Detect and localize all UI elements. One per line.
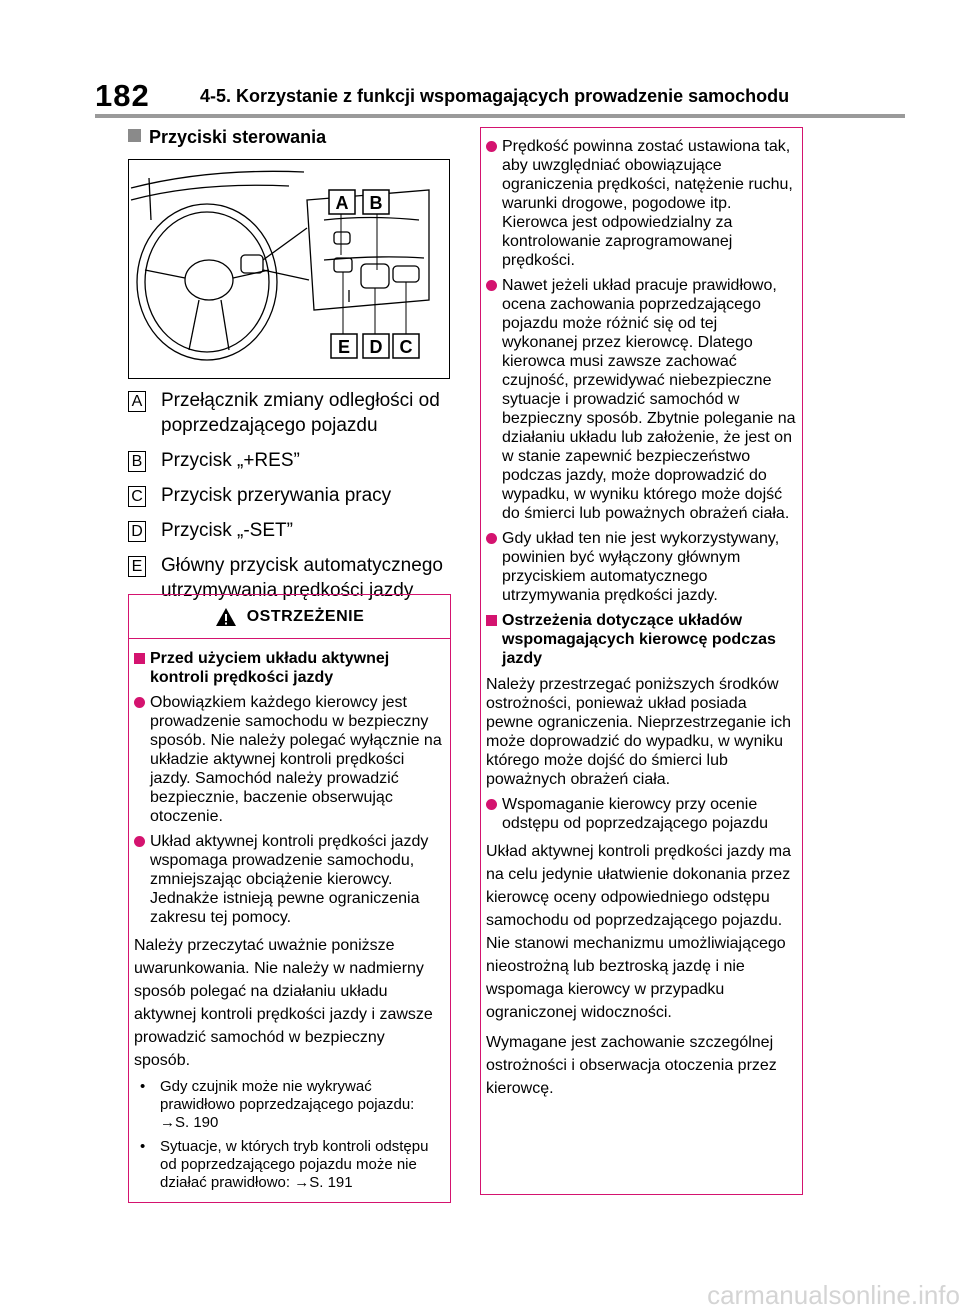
- legend-text: Przełącznik zmiany odległości od poprzedzającego pojazdu: [161, 390, 440, 436]
- legend-letter: B: [128, 451, 146, 472]
- site-watermark: carmanualsonline.info: [707, 1280, 960, 1310]
- continuation-bullet: [486, 795, 796, 833]
- continuation-heading: [486, 611, 796, 668]
- figure-label-a: A: [335, 193, 349, 213]
- warning-bullet: [134, 832, 445, 927]
- legend-text: Przycisk „-SET”: [161, 520, 293, 541]
- legend-letter: D: [128, 521, 146, 542]
- square-bullet-icon: [128, 129, 141, 142]
- continuation-bullet: [486, 276, 796, 523]
- continuation-bullet-text: Nawet jeżeli układ pracuje prawidłowo, ocena zachowania poprzedzającego pojazdu może różnić się od tej wykonanej przez kierowcę. Dlatego kierowca musi zawsze zachować czujność, przewidywać niebezpieczne sytuacje i prowadzić samochód w bezpieczny sposób. Zbytnie poleganie na działaniu układu lub założenie, że jest on w stanie zapewnić bezpieczeństwo podczas jazdy, może doprowadzić do wypadku, w wyniku którego może dojść do śmierci lub poważnych obrażeń ciała.: [502, 277, 796, 522]
- continuation-bullet-text: Wspomaganie kierowcy przy ocenie odstępu od poprzedzającego pojazdu: [502, 796, 768, 832]
- continuation-body: [481, 128, 802, 1100]
- dot-bullet-icon: [486, 799, 497, 810]
- small-bullet-icon: •: [140, 1138, 146, 1155]
- figure-label-d: D: [369, 337, 383, 357]
- warning-title: OSTRZEŻENIE: [246, 607, 365, 625]
- dot-bullet-icon: [486, 533, 497, 544]
- section-heading: [128, 127, 326, 148]
- section-heading-text: Przyciski sterowania: [149, 127, 327, 147]
- legend-item-c: [128, 483, 458, 508]
- legend-letter: E: [128, 556, 146, 577]
- legend-item-b: [128, 448, 458, 473]
- legend-item-d: [128, 518, 458, 543]
- continuation-bullet-text: Prędkość powinna zostać ustawiona tak, aby uwzględniać obowiązujące ograniczenia prędkości, natężenie ruchu, warunki drogowe, pogodowe itp. Kierowca jest odpowiedzialny za kontrolowanie zaprogramowanej prędkości.: [502, 138, 793, 269]
- legend-text: Przycisk przerywania pracy: [161, 485, 392, 506]
- figure-label-c: C: [399, 337, 413, 357]
- continuation-heading-text: Ostrzeżenia dotyczące układów wspomagających kierowcę podczas jazdy: [502, 612, 776, 667]
- continuation-paragraph-3: Wymagane jest zachowanie szczególnej ostrożności i obserwacja otoczenia przez kierowcę.: [486, 1034, 777, 1097]
- warning-continuation-box: [480, 127, 803, 1195]
- steering-wheel-illustration: [129, 160, 449, 378]
- warning-small-bullet: [134, 1078, 445, 1132]
- continuation-bullet-text: Gdy układ ten nie jest wykorzystywany, powinien być wyłączony głównym przyciskiem automatycznego utrzymywania prędkości jazdy.: [502, 530, 780, 604]
- header-divider: [95, 114, 905, 118]
- warning-small-bullet-text: Gdy czujnik może nie wykrywać prawidłowo poprzedzającego pojazdu: →S. 190: [160, 1078, 415, 1131]
- figure-label-b: B: [369, 193, 383, 213]
- warning-heading-text: Przed użyciem układu aktywnej kontroli prędkości jazdy: [150, 650, 390, 686]
- warning-bullet: [134, 693, 445, 826]
- continuation-bullet: [486, 137, 796, 270]
- continuation-paragraph-1: Należy przestrzegać poniższych środków ostrożności, ponieważ układ posiada pewne ograniczenia. Nieprzestrzeganie ich może doprowadzić do wypadku, w wyniku którego może dojść do śmierci lub poważnych obrażeń ciała.: [486, 676, 792, 788]
- square-bullet-icon: [486, 615, 497, 626]
- warning-triangle-icon: [215, 607, 237, 627]
- legend-text: Przycisk „+RES”: [161, 450, 300, 471]
- warning-small-bullet-text: Sytuacje, w których tryb kontroli odstępu od poprzedzającego pojazdu może nie działać prawidłowo: →S. 191: [160, 1138, 429, 1191]
- dot-bullet-icon: [486, 141, 497, 152]
- figure-legend: [128, 388, 458, 613]
- page-number: 182: [95, 78, 150, 113]
- warning-header: [129, 595, 450, 639]
- warning-small-bullet: [134, 1138, 445, 1192]
- legend-letter: C: [128, 486, 146, 507]
- dot-bullet-icon: [134, 836, 145, 847]
- warning-paragraph: Należy przeczytać uważnie poniższe uwarunkowania. Nie należy w nadmierny sposób polegać na działaniu układu aktywnej kontroli prędkości jazdy i zawsze prowadzić samochód w bezpieczny sposób.: [134, 937, 433, 1069]
- small-bullet-icon: •: [140, 1078, 146, 1095]
- legend-text: Główny przycisk automatycznego utrzymywania prędkości jazdy: [161, 555, 443, 601]
- warning-heading: [134, 649, 445, 687]
- steering-wheel-figure: [128, 159, 450, 379]
- figure-label-e: E: [337, 337, 351, 357]
- dot-bullet-icon: [134, 697, 145, 708]
- warning-bullet-text: Układ aktywnej kontroli prędkości jazdy wspomaga prowadzenie samochodu, zmniejszając obciążenie kierowcy. Jednakże istnieją pewne ograniczenia zakresu tej pomocy.: [150, 833, 429, 926]
- legend-item-a: [128, 388, 458, 438]
- warning-box: [128, 594, 451, 1203]
- square-bullet-icon: [134, 653, 145, 664]
- warning-bullet-text: Obowiązkiem każdego kierowcy jest prowadzenie samochodu w bezpieczny sposób. Nie należy polegać wyłącznie na układzie aktywnej kontroli prędkości jazdy. Samochód należy prowadzić bezpiecznie, baczenie obserwując otoczenie.: [150, 694, 442, 825]
- continuation-bullet: [486, 529, 796, 605]
- dot-bullet-icon: [486, 280, 497, 291]
- continuation-paragraph-2: Układ aktywnej kontroli prędkości jazdy ma na celu jedynie ułatwienie dokonania przez kierowcę oceny odpowiedniego odstępu samochodu od poprzedzającego pojazdu. Nie stanowi mechanizmu umożliwiającego nieostrożną lub beztroską jazdę i nie wspomaga kierowcy w przypadku ograniczonej widoczności.: [486, 843, 792, 1021]
- legend-letter: A: [128, 391, 146, 412]
- warning-body: [129, 639, 450, 1192]
- chapter-title: 4-5. Korzystanie z funkcji wspomagających prowadzenie samochodu: [200, 86, 790, 106]
